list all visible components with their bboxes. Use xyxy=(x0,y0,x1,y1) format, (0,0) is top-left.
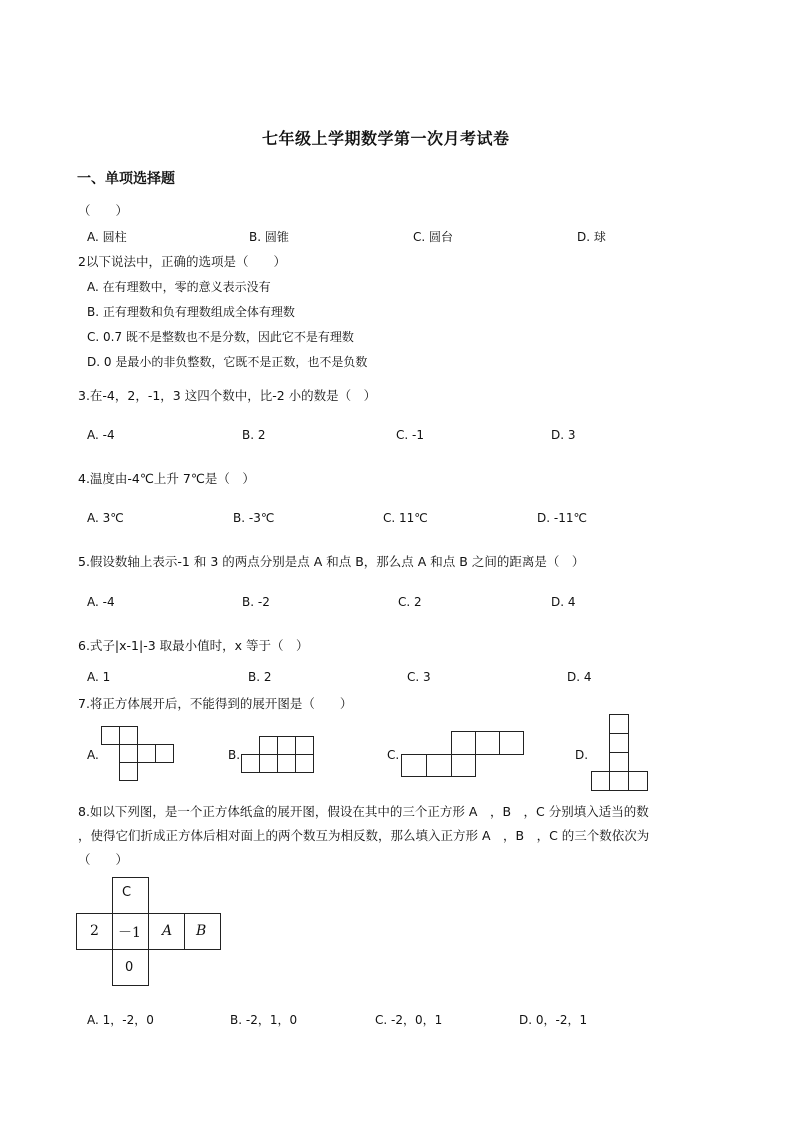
q2-option-a: A. 在有理数中，零的意义表示没有 xyxy=(87,280,271,294)
net-d-cell xyxy=(610,734,629,753)
net-d-cell xyxy=(610,715,629,734)
q5-option-a: A. -4 xyxy=(87,595,115,609)
net-d-cell xyxy=(610,753,629,772)
question-5-stem: 5.假设数轴上表示-1 和 3 的两点分别是点 A 和点 B，那么点 A 和点 B 之间的距离是（ ） xyxy=(78,554,585,569)
q6-option-b: B. 2 xyxy=(248,670,272,684)
net-d-cell xyxy=(610,772,629,791)
question-4-stem: 4.温度由-4℃上升 7℃是（ ） xyxy=(78,471,255,486)
q6-option-c: C. 3 xyxy=(407,670,431,684)
q3-option-d: D. 3 xyxy=(551,428,576,442)
q7-option-b-label: B. xyxy=(228,748,241,762)
question-8-stem-line1: 8.如以下列图，是一个正方体纸盒的展开图，假设在其中的三个正方形 A ，B ，C 分别填入适当的数 xyxy=(78,804,649,819)
q2-option-c: C. 0.7 既不是整数也不是分数，因此它不是有理数 xyxy=(87,330,354,344)
q7-option-c-net xyxy=(401,731,527,781)
q3-option-c: C. -1 xyxy=(396,428,424,442)
q5-option-b: B. -2 xyxy=(242,595,270,609)
net-d-cell xyxy=(592,772,610,791)
question-6-stem: 6.式子|x-1|-3 取最小值时，x 等于（ ） xyxy=(78,638,309,653)
question-3-stem: 3.在-4，2，-1，3 这四个数中，比-2 小的数是（ ） xyxy=(78,388,377,403)
q8-option-a: A. 1，-2，0 xyxy=(87,1013,154,1027)
q1-option-b: B. 圆锥 xyxy=(249,230,289,244)
q4-option-d: D. -11℃ xyxy=(537,511,587,525)
net-b-cell xyxy=(278,755,296,773)
net-label-b: B xyxy=(196,923,207,939)
net-b-cell xyxy=(296,737,314,755)
net-c-cell xyxy=(500,732,524,755)
q1-option-d: D. 球 xyxy=(577,230,606,244)
net-c-cell xyxy=(452,755,476,777)
q7-option-c-label: C. xyxy=(387,748,400,762)
net-b-cell xyxy=(278,737,296,755)
q8-option-b: B. -2，1，0 xyxy=(230,1013,298,1027)
net-c-cell xyxy=(402,755,427,777)
q7-option-b-net xyxy=(241,736,321,776)
q1-option-c: C. 圆台 xyxy=(413,230,454,244)
q5-option-d: D. 4 xyxy=(551,595,576,609)
net-a-cell xyxy=(138,745,156,763)
q7-option-a-net xyxy=(101,726,179,786)
q5-option-c: C. 2 xyxy=(398,595,422,609)
question-8-stem-line2: ，使得它们折成正方体后相对面上的两个数互为相反数，那么填入正方形 A ，B ，C 的三个数依次为 xyxy=(78,828,650,843)
q8-cube-net xyxy=(76,877,222,987)
question-8-stem-line3: （ ） xyxy=(78,852,129,867)
q4-option-a: A. 3℃ xyxy=(87,511,124,525)
net-a-cell xyxy=(156,745,174,763)
q2-option-b: B. 正有理数和负有理数组成全体有理数 xyxy=(87,305,295,319)
net-label-a: A xyxy=(162,923,173,939)
q4-option-c: C. 11℃ xyxy=(383,511,428,525)
page-title: 七年级上学期数学第一次月考试卷 xyxy=(262,129,510,148)
q7-option-a-label: A. xyxy=(87,748,99,762)
net-label-2: 2 xyxy=(90,923,99,939)
question-1-stem: （ ） xyxy=(78,203,129,218)
q7-option-d-label: D. xyxy=(575,748,589,762)
q6-option-a: A. 1 xyxy=(87,670,111,684)
question-2-stem: 2以下说法中，正确的选项是（ ） xyxy=(78,254,286,269)
net-b-cell xyxy=(242,755,260,773)
q8-option-d: D. 0，-2，1 xyxy=(519,1013,588,1027)
net-b-cell xyxy=(260,737,278,755)
net-c-cell xyxy=(476,732,500,755)
net-d-cell xyxy=(629,772,648,791)
net-c-cell xyxy=(427,755,452,777)
q3-option-b: B. 2 xyxy=(242,428,266,442)
net-label-0: 0 xyxy=(125,960,134,975)
net-a-cell xyxy=(120,763,138,781)
net-a-cell xyxy=(102,727,120,745)
section-heading: 一、单项选择题 xyxy=(77,171,175,187)
q7-option-d-net xyxy=(591,714,651,794)
net-label-c: C xyxy=(122,885,132,900)
net-b-cell xyxy=(260,755,278,773)
question-7-stem: 7.将正方体展开后，不能得到的展开图是（ ） xyxy=(78,696,353,711)
q1-option-a: A. 圆柱 xyxy=(87,230,127,244)
net-a-cell xyxy=(120,727,138,745)
net-a-cell xyxy=(120,745,138,763)
net-c-cell xyxy=(452,732,476,755)
q4-option-b: B. -3℃ xyxy=(233,511,275,525)
q2-option-d: D. 0 是最小的非负整数，它既不是正数，也不是负数 xyxy=(87,355,368,369)
q3-option-a: A. -4 xyxy=(87,428,115,442)
net-b-cell xyxy=(296,755,314,773)
net-label-neg1: －1 xyxy=(118,925,141,941)
q8-option-c: C. -2，0，1 xyxy=(375,1013,443,1027)
q6-option-d: D. 4 xyxy=(567,670,592,684)
